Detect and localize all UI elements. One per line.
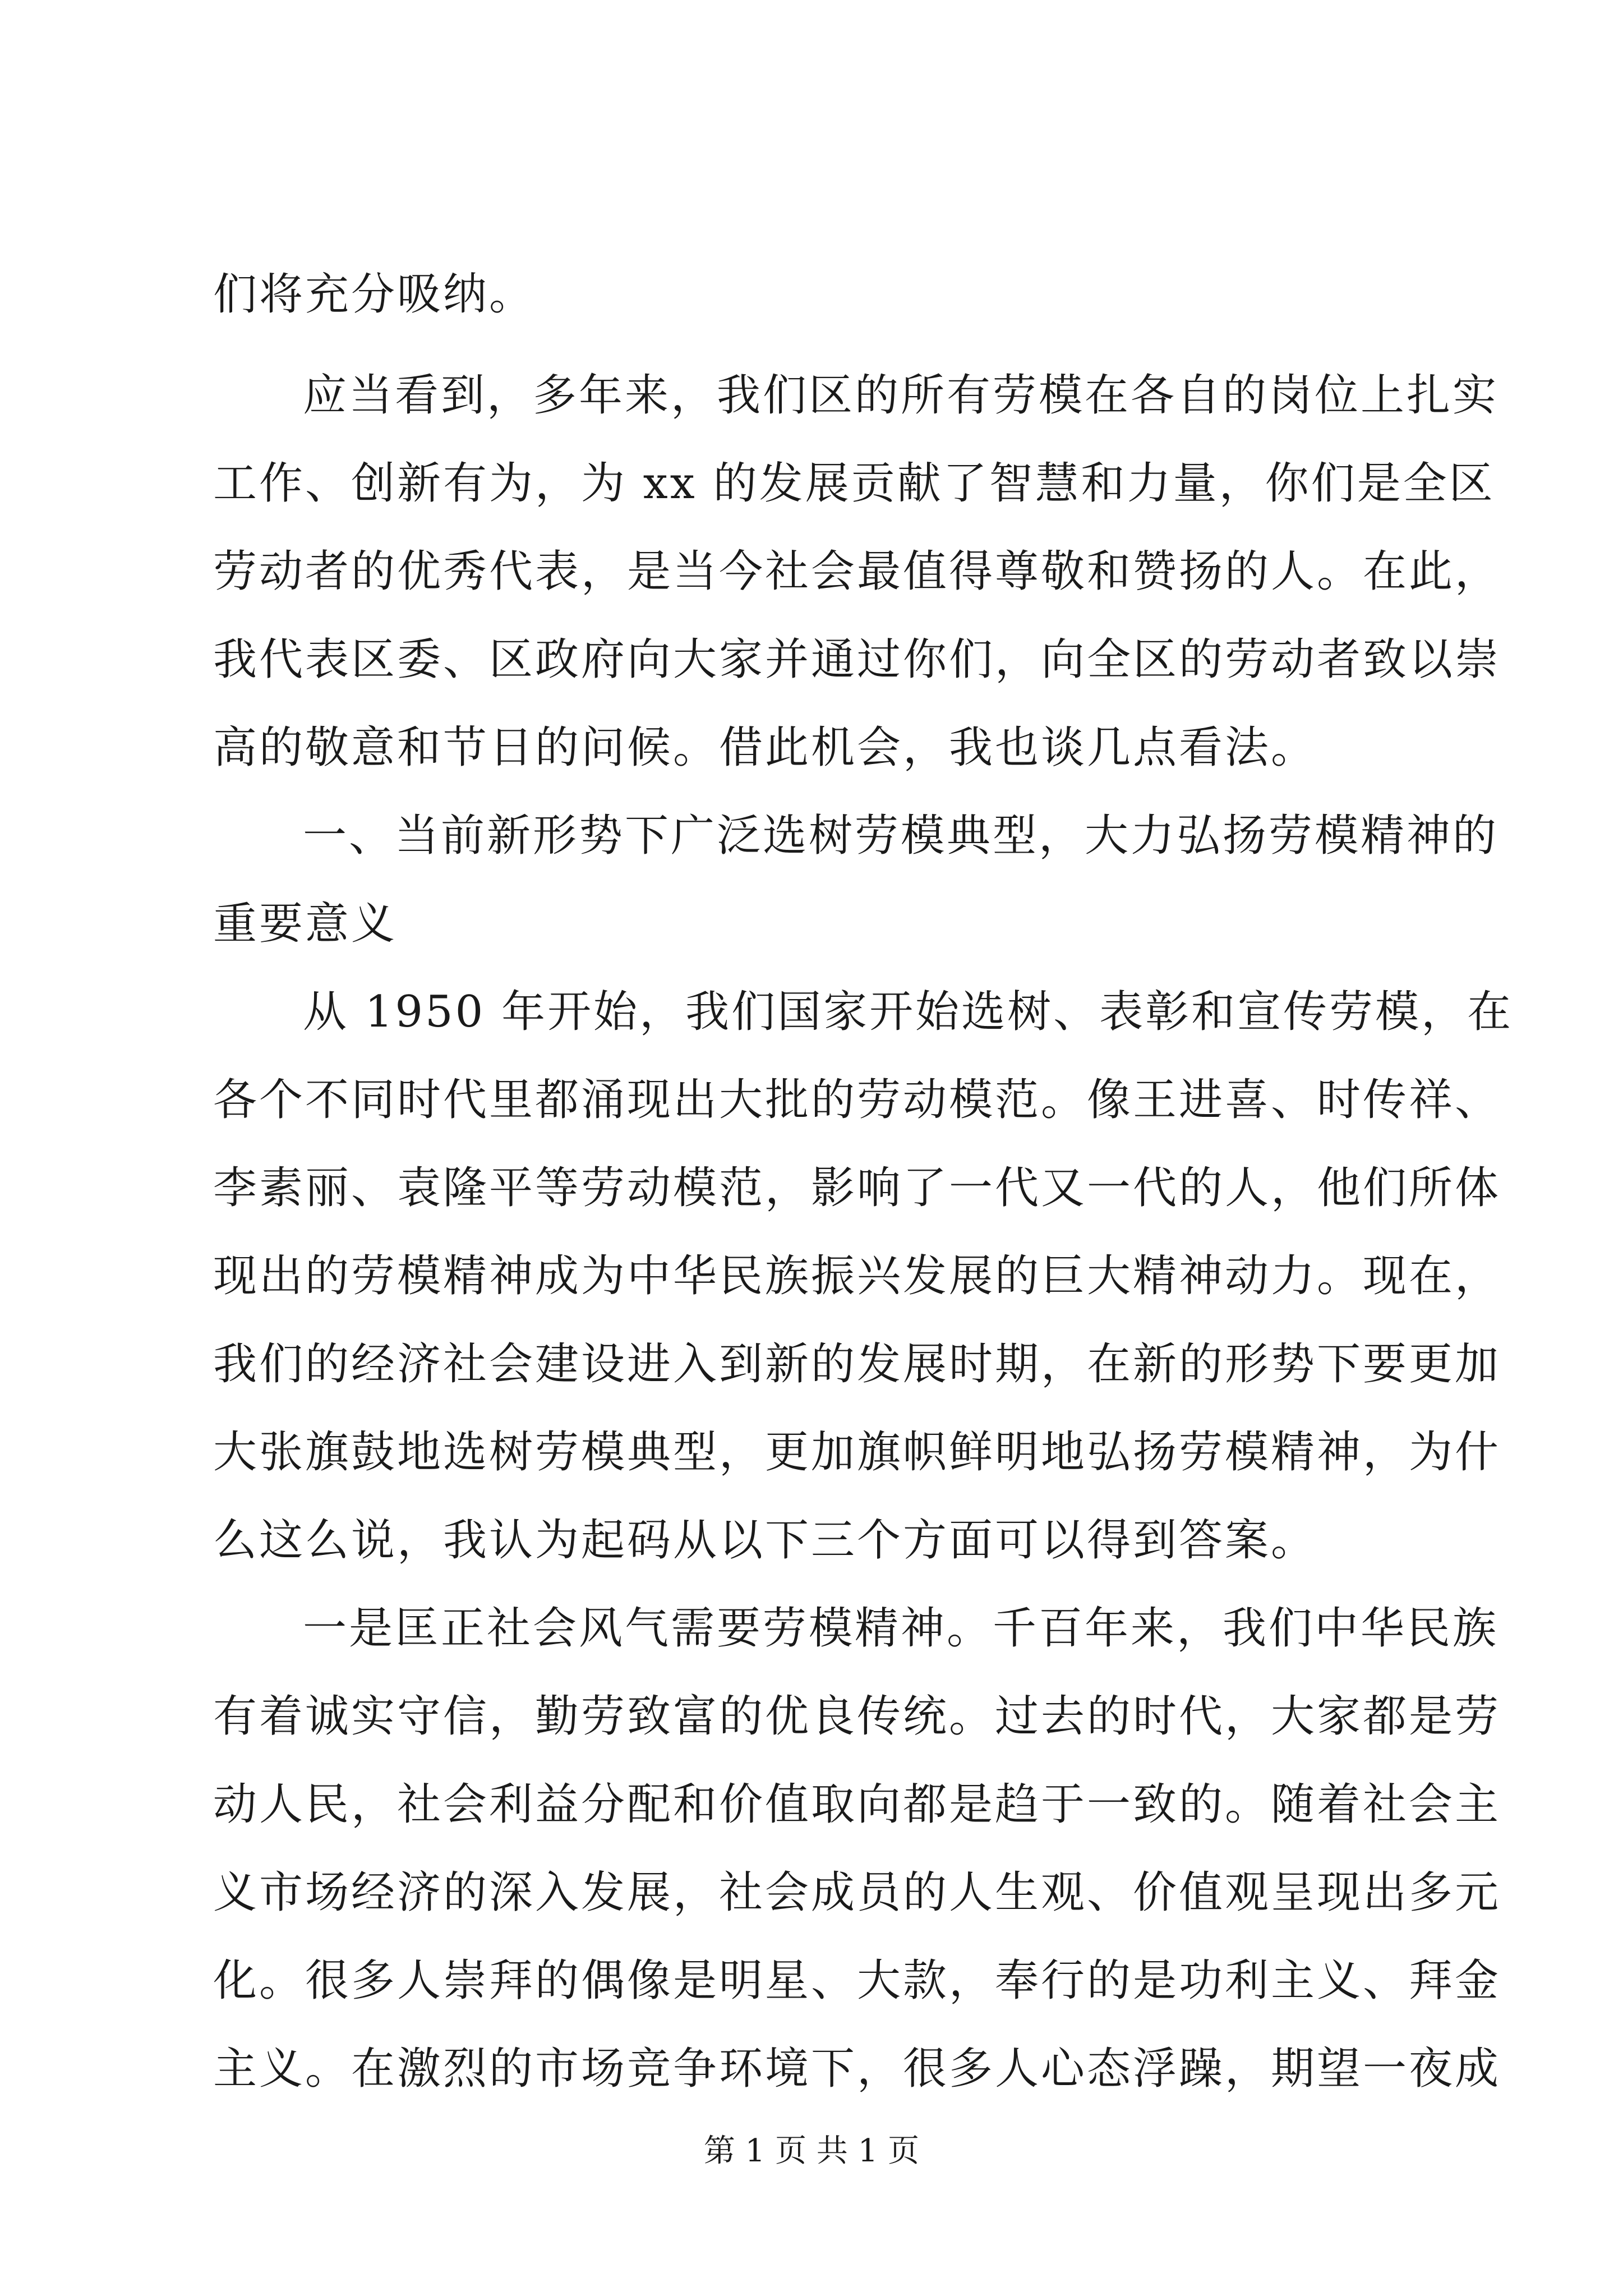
text-line: 李素丽、袁隆平等劳动模范，影响了一代又一代的人，他们所体: [213, 1163, 1501, 1213]
text-line: 工作、创新有为，为 xx 的发展贡献了智慧和力量，你们是全区: [213, 458, 1495, 509]
text-line: 我们的经济社会建设进入到新的发展时期，在新的形势下要更加: [213, 1339, 1501, 1389]
page-footer: 第 1 页 共 1 页: [703, 2133, 920, 2169]
text-line: 义市场经济的深入发展，社会成员的人生观、价值观呈现出多元: [213, 1867, 1501, 1918]
section-heading-line: 一、当前新形势下广泛选树劳模典型，大力弘扬劳模精神的: [303, 811, 1499, 861]
paragraph-first-line: 应当看到，多年来，我们区的所有劳模在各自的岗位上扎实: [303, 370, 1499, 421]
section-heading-line: 重要意义: [213, 899, 398, 949]
text-line: 化。很多人崇拜的偶像是明星、大款，奉行的是功利主义、拜金: [213, 1955, 1501, 2006]
text-line: 各个不同时代里都涌现出大批的劳动模范。像王进喜、时传祥、: [213, 1075, 1501, 1125]
paragraph-first-line: 从 1950 年开始，我们国家开始选树、表彰和宣传劳模，在: [303, 987, 1514, 1037]
text-line: 动人民，社会利益分配和价值取向都是趋于一致的。随着社会主: [213, 1779, 1501, 1830]
text-line: 我代表区委、区政府向大家并通过你们，向全区的劳动者致以崇: [213, 634, 1501, 685]
text-line: 高的敬意和节日的问候。借此机会，我也谈几点看法。: [213, 723, 1317, 773]
text-line: 大张旗鼓地选树劳模典型，更加旗帜鲜明地弘扬劳模精神，为什: [213, 1427, 1501, 1478]
text-line: 现出的劳模精神成为中华民族振兴发展的巨大精神动力。现在，: [213, 1251, 1501, 1301]
paragraph-first-line: 一是匡正社会风气需要劳模精神。千百年来，我们中华民族: [303, 1603, 1499, 1654]
text-line: 有着诚实守信，勤劳致富的优良传统。过去的时代，大家都是劳: [213, 1691, 1501, 1742]
text-line: 劳动者的优秀代表，是当今社会最值得尊敬和赞扬的人。在此，: [213, 546, 1501, 597]
text-line: 们将充分吸纳。: [213, 269, 536, 320]
text-line: 主义。在激烈的市场竞争环境下，很多人心态浮躁，期望一夜成: [213, 2044, 1501, 2094]
text-line: 么这么说，我认为起码从以下三个方面可以得到答案。: [213, 1515, 1317, 1566]
